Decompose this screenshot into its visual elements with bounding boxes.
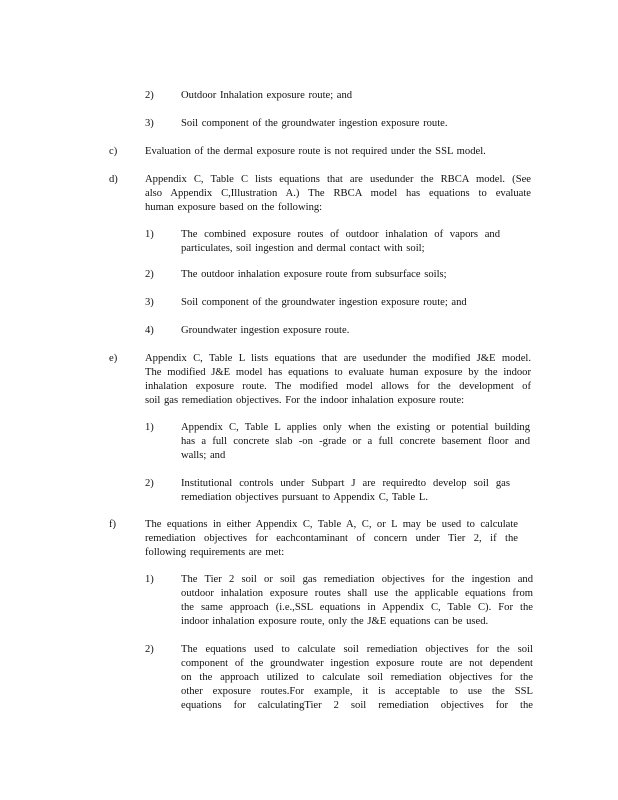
item-marker: e)	[109, 353, 118, 364]
item-marker: 1)	[145, 422, 154, 433]
item-marker: 1)	[145, 229, 154, 240]
item-marker: 2)	[145, 644, 154, 655]
item-marker: 2)	[145, 269, 154, 280]
text-line: on the approach utilized to calculate soil remediation objectives for the	[181, 672, 533, 683]
item-marker: 3)	[145, 118, 154, 129]
text-line: Evaluation of the dermal exposure route is not required under the SSL model.	[145, 146, 486, 157]
text-line: The Tier 2 soil or soil gas remediation objectives for the ingestion and	[181, 574, 533, 585]
text-line: Groundwater ingestion exposure route.	[181, 325, 350, 336]
text-line: also Appendix C,Illustration A.) The RBCA model has equations to evaluate	[145, 188, 531, 199]
item-marker: f)	[109, 519, 117, 530]
text-line: walls; and	[181, 450, 226, 461]
item-marker: 1)	[145, 574, 154, 585]
item-marker: 2)	[145, 90, 154, 101]
text-line: Appendix C, Table C lists equations that are usedunder the RBCA model. (See	[145, 174, 531, 185]
text-line: the same approach (i.e.,SSL equations in Appendix C, Table C). For the	[181, 602, 533, 613]
text-line: soil gas remediation objectives. For the indoor inhalation exposure route:	[145, 395, 465, 406]
text-line: has a full concrete slab -on -grade or a full concrete basement floor and	[181, 436, 530, 447]
text-line: other exposure routes.For example, it is acceptable to use the SSL	[181, 686, 533, 697]
text-line: component of the groundwater ingestion exposure route are not dependent	[181, 658, 533, 669]
text-line: Outdoor Inhalation exposure route; and	[181, 90, 353, 101]
item-marker: 4)	[145, 325, 154, 336]
item-marker: 2)	[145, 478, 154, 489]
text-line: The outdoor inhalation exposure route from subsurface soils;	[181, 269, 447, 280]
text-line: The equations in either Appendix C, Table A, C, or L may be used to calculate	[145, 519, 518, 530]
text-line: human exposure based on the following:	[145, 202, 323, 213]
text-line: Institutional controls under Subpart J are requiredto develop soil gas	[181, 478, 510, 489]
text-line: particulates, soil ingestion and dermal contact with soil;	[181, 243, 425, 254]
text-line: equations for calculatingTier 2 soil remediation objectives for the	[181, 700, 533, 711]
item-marker: 3)	[145, 297, 154, 308]
text-line: Soil component of the groundwater ingestion exposure route; and	[181, 297, 467, 308]
text-line: The equations used to calculate soil remediation objectives for the soil	[181, 644, 533, 655]
text-line: indoor inhalation exposure route, only the J&E equations can be used.	[181, 616, 489, 627]
text-line: inhalation exposure route. The modified model allows for the development of	[145, 381, 531, 392]
text-line: The modified J&E model has equations to evaluate human exposure by the indoor	[145, 367, 531, 378]
item-marker: c)	[109, 146, 118, 157]
text-line: Appendix C, Table L lists equations that are usedunder the modified J&E model.	[145, 353, 531, 364]
text-line: remediation objectives pursuant to Appendix C, Table L.	[181, 492, 429, 503]
text-line: Appendix C, Table L applies only when the existing or potential building	[181, 422, 530, 433]
item-marker: d)	[109, 174, 118, 185]
text-line: following requirements are met:	[145, 547, 285, 558]
text-line: remediation objectives for eachcontaminant of concern under Tier 2, if the	[145, 533, 518, 544]
text-line: The combined exposure routes of outdoor inhalation of vapors and	[181, 229, 500, 240]
text-line: Soil component of the groundwater ingestion exposure route.	[181, 118, 448, 129]
text-line: outdoor inhalation exposure routes shall use the applicable equations from	[181, 588, 533, 599]
